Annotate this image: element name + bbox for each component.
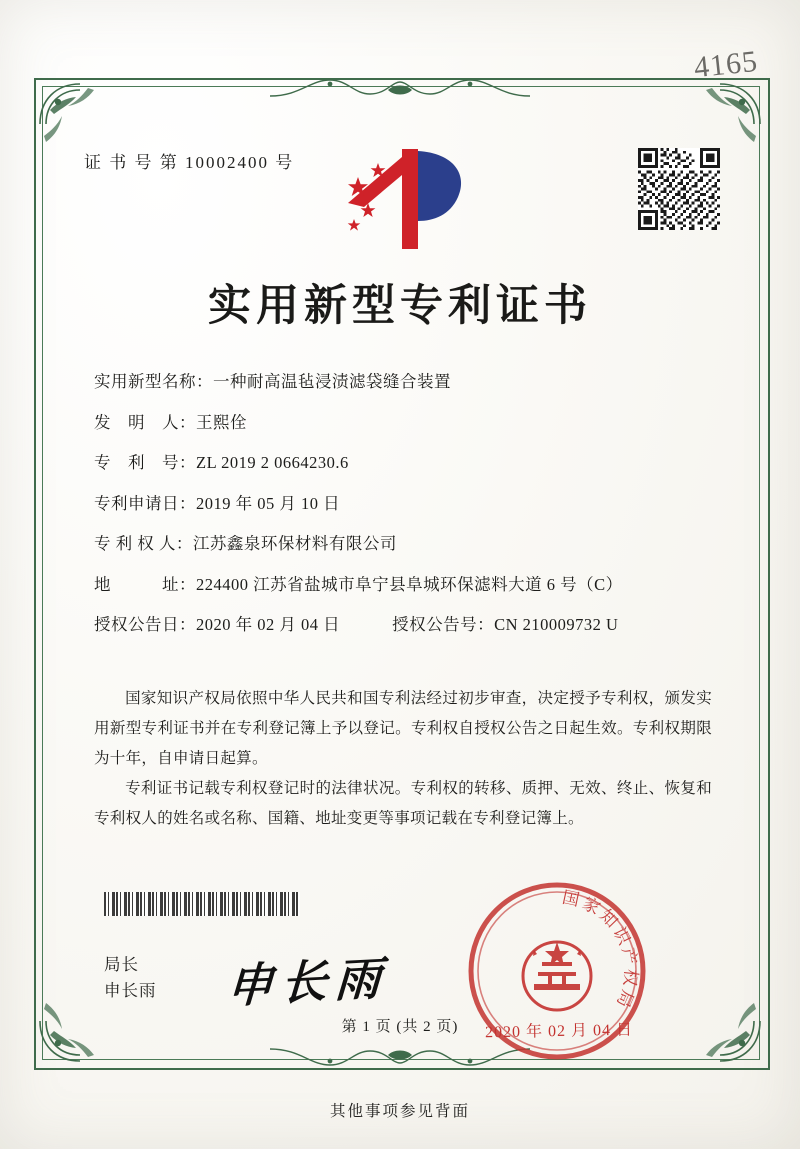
field-row-inventor [94, 409, 714, 433]
field-row-patent-number [94, 449, 714, 473]
field-row-patentee [94, 530, 714, 554]
field-value-grant-number: CN 210009732 U [494, 615, 619, 634]
signer-role: 局长 [104, 955, 139, 974]
field-label-grant-date: 授权公告日： [94, 615, 196, 634]
paragraph-grant-statement [94, 684, 712, 775]
field-label-grant-number: 授权公告号： [392, 615, 495, 634]
field-value: 2019 年 05 月 10 日 [196, 493, 341, 513]
paragraph-text: 国家知识产权局依照中华人民共和国专利法经过初步审查，决定授予专利权，颁发实用新型专利证书并在专利登记簿上予以登记。专利权自授权公告之日起生效。专利权期限为十年，自申请日起算。 [94, 690, 712, 768]
field-label: 实用新型名称： [94, 372, 213, 391]
field-row-application-date [94, 490, 714, 514]
field-label: 地 址： [94, 574, 196, 594]
handwritten-signature: 申长雨 [225, 952, 391, 1013]
field-value: 一种耐高温毡浸渍滤袋缝合装置 [213, 372, 451, 391]
field-label: 专利申请日： [94, 493, 196, 513]
field-value: 江苏鑫泉环保材料有限公司 [192, 534, 397, 553]
page-number: 第 1 页 (共 2 页) [341, 1019, 459, 1035]
field-value-grant-date: 2020 年 02 月 04 日 [196, 615, 341, 634]
field-value: 224400 江苏省盐城市阜宁县阜城环保滤料大道 6 号（C） [196, 574, 623, 594]
field-row-utility-model-name [94, 368, 714, 392]
field-value: 王熙佺 [196, 412, 247, 432]
seal-date: 2020 年 02 月 04 日 [484, 1021, 634, 1042]
certificate-number: 证 书 号 第 10002400 号 [84, 153, 295, 172]
seal-ring-text: 国家知识产权局 [560, 887, 641, 1013]
signer-name: 申长雨 [104, 980, 157, 1000]
barcode [104, 892, 300, 916]
handwritten-number: 4165 [692, 44, 760, 85]
field-label: 发 明 人： [94, 412, 196, 432]
paragraph-register-statement [94, 774, 712, 834]
field-value: ZL 2019 2 0664230.6 [196, 453, 349, 472]
field-label: 专 利 号： [94, 453, 196, 472]
qr-code [638, 148, 720, 230]
certificate-content [42, 86, 758, 1058]
field-row-grant-announcement [94, 611, 714, 635]
svg-text:国家知识产权局 [561, 888, 641, 1013]
page-title: 实用新型专利证书 [208, 283, 592, 330]
paragraph-text: 专利证书记载专利权登记时的法律状况。专利权的转移、质押、无效、终止、恢复和专利权人的姓名或名称、国籍、地址变更等事项记载在专利登记簿上。 [94, 780, 712, 828]
field-label: 专 利 权 人： [94, 534, 193, 553]
signature-block [104, 952, 157, 1003]
cnipa-emblem-icon [342, 141, 472, 261]
footer-note: 其他事项参见背面 [329, 1103, 470, 1120]
field-row-address [94, 571, 714, 595]
fields-list [94, 368, 714, 652]
